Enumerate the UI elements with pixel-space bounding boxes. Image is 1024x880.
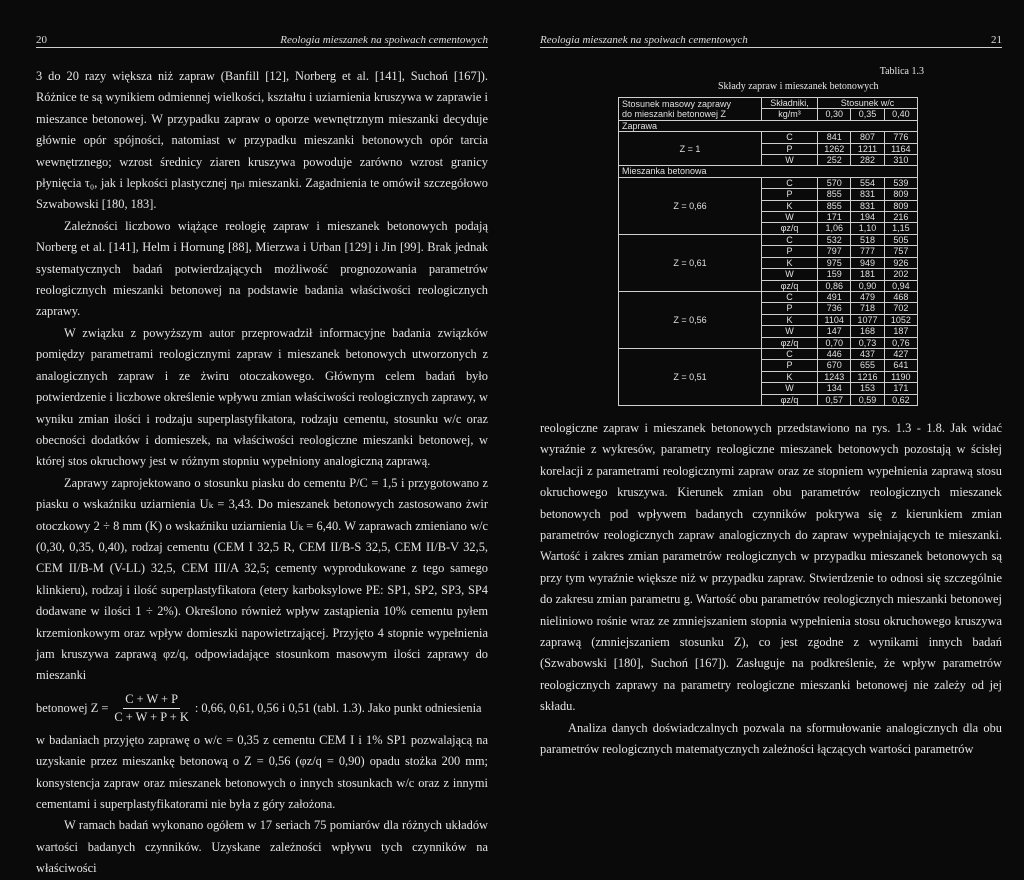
formula-suffix: : 0,66, 0,61, 0,56 i 0,51 (tabl. 1.3). Jako punkt odniesienia [194, 700, 482, 715]
table-cell-value: 491 [818, 291, 851, 302]
table-cell-value: 1243 [818, 371, 851, 382]
table-cell-value: 1052 [884, 314, 917, 325]
table-cell-value: 926 [884, 257, 917, 268]
table-cell-component: φz/q [761, 280, 817, 291]
running-head: Reologia mieszanek na spoiwach cementowych [280, 34, 488, 46]
table-header-wc-value: 0,35 [851, 109, 884, 120]
table-cell-value: 147 [818, 326, 851, 337]
table-cell-value: 0,86 [818, 280, 851, 291]
running-head: Reologia mieszanek na spoiwach cementowych [540, 34, 748, 46]
table-cell-value: 831 [851, 200, 884, 211]
table-cell-value: 532 [818, 234, 851, 245]
table-cell-value: 0,70 [818, 337, 851, 348]
paragraph: 3 do 20 razy większa niż zapraw (Banfill [12], Norberg et al. [141], Suchoń [167]). Różnice te są wynikiem odmiennej wielkości, kształtu i uziarnienia kruszywa w zaprawie i mieszance betonowej. W przypadku zapraw o oporze wewnętrznym mieszanki decyduje głównie opór spójności, natomiast w przypadku mieszanki betonowych opór tarcia wewnętrznego; wzrost średnicy ziaren kruszywa powoduje zarówno wzrost granicy płynięcia τ₀, jak i lepkości plastycznej ηₚₗ mieszanki. Zagadnienia te omówił szczegółowo Szwabowski [180, 183]. [36, 69, 488, 212]
table-cell-value: 0,90 [851, 280, 884, 291]
table-cell-value: 736 [818, 303, 851, 314]
paragraph: Zależności liczbowo wiążące reologię zapraw i mieszanek betonowych podają Norberg et al. [141], Helm i Hornung [88], Mierzwa i Urban [129] i Jin [99]. Brak jednak systematycznych badań potwierdzających możliwość prognozowania parametrów reologicznych mieszanki betonowej na podstawie badania właściwości reologicznych zaprawy. [36, 218, 488, 319]
table-cell-value: 171 [884, 383, 917, 394]
table-cell-component: W [761, 383, 817, 394]
table-cell-value: 831 [851, 189, 884, 200]
paragraph: W związku z powyższym autor przeprowadził informacyjne badania związków pomiędzy parametrami reologicznymi zapraw i mieszanek betonowych utworzonych z analogicznych zapraw i ze żwiru otoczakowego. Głównym celem badań było potwierdzenie i liczbowe określenie wpływu zmian właściwości reologicznych zaprawy, w wyniku zmian ilości i rodzaju superplastyfikatora, rodzaju cementu, stosunku w/c oraz obecności dodatków i domieszek, na właściwości reologiczne mieszanki betonowej, w której stos okruchowy jest w różnym stopniu wypełniony analogiczną zaprawą. [36, 325, 488, 469]
page-number: 20 [36, 34, 47, 46]
table-cell-component: C [761, 234, 817, 245]
table-cell-value: 0,62 [884, 394, 917, 405]
table-cell-component: W [761, 212, 817, 223]
table-cell-value: 194 [851, 212, 884, 223]
table-cell-value: 809 [884, 200, 917, 211]
table-cell-component: W [761, 155, 817, 166]
header-text: Stosunek masowy zaprawy [622, 98, 732, 109]
table-cell-value: 807 [851, 132, 884, 143]
table-section-label: Zaprawa [619, 120, 918, 131]
table-cell-value: 202 [884, 269, 917, 280]
table-cell-value: 718 [851, 303, 884, 314]
table-cell-z: Z = 0,51 [619, 348, 762, 405]
page-number: 21 [991, 34, 1002, 46]
table-cell-value: 505 [884, 234, 917, 245]
table-cell-value: 252 [818, 155, 851, 166]
table-cell-component: φz/q [761, 337, 817, 348]
table-header-wc-value: 0,30 [818, 109, 851, 120]
table-cell-value: 1262 [818, 143, 851, 154]
table-cell-component: C [761, 348, 817, 359]
table-row [619, 348, 918, 359]
left-page [0, 0, 512, 876]
table-caption: Składy zapraw i mieszanek betonowych [718, 81, 879, 92]
paragraph: Zaprawy zaprojektowano o stosunku piasku do cementu P/C = 1,5 i przygotowano z piasku o wskaźniku uziarnienia Uₖ = 3,43. Do mieszanek betonowych zastosowano żwir otoczkowy 2 ÷ 8 mm (K) o wskaźniku uziarnienia Uₖ = 6,40. W zaprawach zmieniano w/c (0,30, 0,35, 0,40), rodzaj cementu (CEM I 32,5 R, CEM II/B-S 32,5, CEM II/B-V 32,5, CEM II/B-M (V-LL) 32,5, CEM III/A 32,5; cementy wyprodukowane z tego samego klinkieru), rodzaj i ilość superplastyfikatora (etery karboksylowe PE: SP1, SP2, SP3, SP4 dodawane w ilości 1 ÷ 2%). Określono również wpływ zastąpienia 10% cementu pyłem krzemionkowym oraz wpływ domieszki napowietrzającej. Przyjęto 4 stopnie wypełnienia jam kruszywa zaprawą φz/q, odpowiadające stosunkom masowym ilości zaprawy do mieszanki [36, 475, 488, 683]
table-cell-value: 1077 [851, 314, 884, 325]
table-cell-value: 570 [818, 177, 851, 188]
table-cell-value: 539 [884, 177, 917, 188]
table-cell-z: Z = 0,66 [619, 177, 762, 234]
table-cell-value: 975 [818, 257, 851, 268]
table-cell-component: K [761, 371, 817, 382]
table-section-row [619, 120, 918, 131]
table-cell-component: C [761, 177, 817, 188]
table-header-wc-value: 0,40 [884, 109, 917, 120]
paragraph: w badaniach przyjęto zaprawę o w/c = 0,35 z cementu CEM I i 1% SP1 pozwalającą na uzyskanie przez mieszankę betonową o Z = 0,56 (φz/q = 0,90) opadu stożka 200 mm; konsystencja zapraw oraz mieszanek betonowych o innych stosunkach w/c oraz z innymi cementami i superplastyfikatorami nie była z góry założona. [36, 732, 488, 811]
table-cell-value: 187 [884, 326, 917, 337]
composition-table [618, 97, 918, 406]
table-section-label: Mieszanka betonowa [619, 166, 918, 177]
table-cell-value: 1211 [851, 143, 884, 154]
table-cell-value: 282 [851, 155, 884, 166]
table-cell-value: 1,10 [851, 223, 884, 234]
table-cell-value: 855 [818, 200, 851, 211]
right-body-text [540, 418, 1002, 761]
table-cell-value: 641 [884, 360, 917, 371]
table-cell-value: 777 [851, 246, 884, 257]
formula-prefix: betonowej [36, 700, 88, 715]
table-cell-component: W [761, 326, 817, 337]
table-cell-value: 216 [884, 212, 917, 223]
table-cell-component: P [761, 360, 817, 371]
table-cell-value: 797 [818, 246, 851, 257]
table-cell-value: 949 [851, 257, 884, 268]
table-header-components: Składniki, [761, 98, 817, 109]
table-cell-value: 1,06 [818, 223, 851, 234]
table-cell-z: Z = 0,56 [619, 291, 762, 348]
table-cell-value: 0,59 [851, 394, 884, 405]
header-text: do mieszanki betonowej Z [622, 108, 727, 119]
table-cell-value: 655 [851, 360, 884, 371]
table-row [619, 291, 918, 302]
table-cell-z: Z = 0,61 [619, 234, 762, 291]
left-page-header [36, 34, 488, 48]
table-row [619, 132, 918, 143]
formula-denominator: C + W + P + K [114, 709, 189, 724]
table-cell-value: 776 [884, 132, 917, 143]
table-cell-component: W [761, 269, 817, 280]
table-header-z [619, 98, 762, 121]
formula-line [36, 687, 488, 730]
table-cell-value: 518 [851, 234, 884, 245]
table-cell-component: K [761, 200, 817, 211]
table-cell-z: Z = 1 [619, 132, 762, 166]
table-cell-value: 0,94 [884, 280, 917, 291]
table-cell-value: 310 [884, 155, 917, 166]
table-cell-component: K [761, 314, 817, 325]
table-cell-component: K [761, 257, 817, 268]
table-cell-component: P [761, 303, 817, 314]
table-cell-value: 437 [851, 348, 884, 359]
table-cell-value: 0,57 [818, 394, 851, 405]
table-cell-value: 554 [851, 177, 884, 188]
table-cell-component: P [761, 246, 817, 257]
table-cell-value: 1104 [818, 314, 851, 325]
paragraph: Analiza danych doświadczalnych pozwala na sformułowanie analogicznych dla obu parametrów reologicznych matematycznych zależności łączących wartości parametrów [540, 720, 1002, 757]
table-cell-component: C [761, 132, 817, 143]
table-cell-value: 855 [818, 189, 851, 200]
paragraph: reologiczne zapraw i mieszanek betonowych przedstawiono na rys. 1.3 - 1.8. Jak widać wyraźnie z wykresów, parametry reologiczne mieszanek betonowych pozostają w ścisłej korelacji z parametrami reologicznymi zapraw oraz ze stopniem wypełnienia zaprawą stosu okruchowego kruszywa. Kierunek zmian obu parametrów reologicznych mieszanek betonowych pod wpływem badanych czynników pokrywa się z kierunkiem zmian parametrów reologicznych zapraw analogicznych do zapraw wypełniających te mieszanki. Wartość i zakres zmian parametrów reologicznych w przypadku mieszanek betonowych są przy tym wyraźnie większe niż w przypadku zapraw. Stwierdzenie to odnosi się szczególnie do zakresu zmian parametru g. Wartość obu parametrów reologicznych mieszanki betonowej nieliniowo rośnie wraz ze zmniejszaniem stopnia wypełnienia stosu okruchowego kruszywa zaprawą (zmniejszaniem stosunku Z), co jest zgodne z wynikami innych badań (Szwabowski [180], Suchoń [167]). Zasługuje na podkreślenie, że wpływ parametrów reologicznych zaprawy na parametry reologiczne mieszanki betonowej nie zależy od jej składu. [540, 421, 1002, 714]
table-cell-value: 757 [884, 246, 917, 257]
formula-fraction [112, 691, 190, 726]
table-cell-component: φz/q [761, 394, 817, 405]
table-section-row [619, 166, 918, 177]
table-cell-value: 181 [851, 269, 884, 280]
right-page-header [540, 34, 1002, 48]
table-cell-value: 1190 [884, 371, 917, 382]
table-cell-value: 468 [884, 291, 917, 302]
table-cell-value: 841 [818, 132, 851, 143]
table-cell-value: 427 [884, 348, 917, 359]
table-cell-component: C [761, 291, 817, 302]
table-row [619, 234, 918, 245]
table-cell-value: 168 [851, 326, 884, 337]
formula-numerator: C + W + P [123, 691, 180, 709]
table-cell-value: 809 [884, 189, 917, 200]
table-cell-value: 1164 [884, 143, 917, 154]
table-cell-value: 1,15 [884, 223, 917, 234]
right-page [512, 0, 1024, 776]
table-cell-value: 446 [818, 348, 851, 359]
table-header-wc: Stosunek w/c [818, 98, 918, 109]
table-cell-value: 0,73 [851, 337, 884, 348]
table-cell-component: P [761, 189, 817, 200]
table-cell-value: 702 [884, 303, 917, 314]
table-cell-value: 159 [818, 269, 851, 280]
table-number: Tablica 1.3 [879, 66, 924, 77]
table-cell-component: φz/q [761, 223, 817, 234]
table-cell-value: 479 [851, 291, 884, 302]
table-row [619, 177, 918, 188]
paragraph: W ramach badań wykonano ogółem w 17 seriach 75 pomiarów dla różnych układów wartości badanych czynników. Uzyskane zależności wpływu tych czynników na właściwości [36, 818, 488, 876]
table-cell-value: 1216 [851, 371, 884, 382]
table-cell-component: P [761, 143, 817, 154]
table-cell-value: 134 [818, 383, 851, 394]
table-cell-value: 153 [851, 383, 884, 394]
formula-lhs: Z = [90, 700, 109, 715]
left-body-text [36, 66, 488, 880]
table-header-unit: kg/m³ [761, 109, 817, 120]
table-cell-value: 670 [818, 360, 851, 371]
table-cell-value: 171 [818, 212, 851, 223]
table-cell-value: 0,76 [884, 337, 917, 348]
